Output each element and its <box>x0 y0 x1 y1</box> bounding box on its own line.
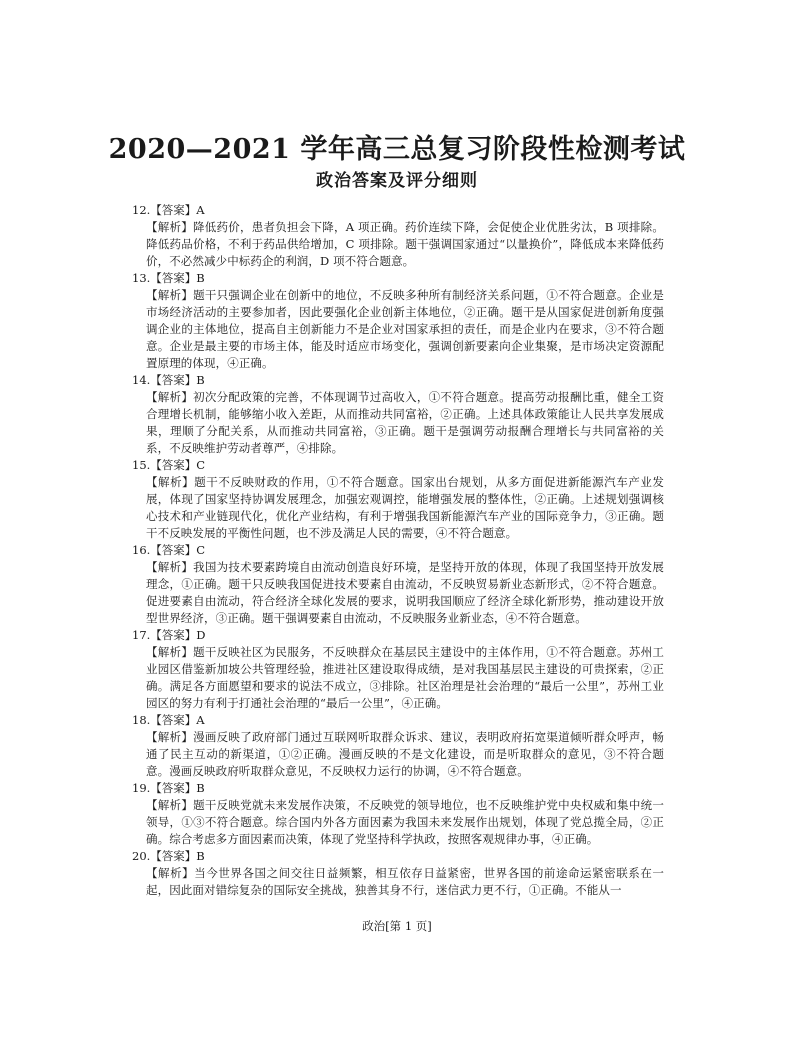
question-block-13 <box>132 270 664 372</box>
answer-line: 17.【答案】D <box>132 628 206 642</box>
page-footer: 政治[第 1 页] <box>362 919 432 933</box>
answer-line: 16.【答案】C <box>132 543 206 557</box>
question-block-17 <box>132 627 664 712</box>
question-block-16 <box>132 542 664 627</box>
question-block-19 <box>132 780 664 848</box>
answer-line: 13.【答案】B <box>132 271 205 285</box>
explanation-text: 【解析】题干反映党就未来发展作决策，不反映党的领导地位，也不反映维护党中央权威和集中统一领导，①③不符合题意。综合国内外各方面因素为我国未来发展作出规划，体现了党总揽全局，②正确。综合考虑多方面因素而决策，体现了党坚持科学执政，按照客观规律办事，④正确。 <box>146 798 664 846</box>
question-block-20 <box>132 848 664 899</box>
answer-line: 14.【答案】B <box>132 373 205 387</box>
question-block-18 <box>132 712 664 780</box>
page-subtitle: 政治答案及评分细则 <box>316 171 478 191</box>
explanation-text: 【解析】降低药价，患者负担会下降，A 项正确。药价连续下降，会促使企业优胜劣汰，B 项排除。降低药品价格，不利于药品供给增加，C 项排除。题干强调国家通过“以量换价”，降低成本来降低药价，不必然减少中标药企的利润，D 项不符合题意。 <box>146 220 664 268</box>
explanation-text: 【解析】初次分配政策的完善，不体现调节过高收入，①不符合题意。提高劳动报酬比重，健全工资合理增长机制，能够缩小收入差距，从而推动共同富裕，②正确。上述具体政策能让人民共享发展成果，理顺了分配关系，从而推动共同富裕，③正确。题干是强调劳动报酬合理增长与共同富裕的关系，不反映维护劳动者尊严，④排除。 <box>146 390 664 455</box>
explanation-text: 【解析】当今世界各国之间交往日益频繁，相互依存日益紧密，世界各国的前途命运紧密联系在一起，因此面对错综复杂的国际安全挑战，独善其身不行，迷信武力更不行，①正确。不能从一 <box>146 866 664 897</box>
answer-line: 19.【答案】B <box>132 781 205 795</box>
explanation-text: 【解析】题干反映社区为民服务，不反映群众在基层民主建设中的主体作用，①不符合题意。苏州工业园区借鉴新加坡公共管理经验，推进社区建设取得成绩，是对我国基层民主建设的可贵探索，②正确。满足各方面愿望和要求的说法不成立，③排除。社区治理是社会治理的“最后一公里”，苏州工业园区的努力有利于打通社会治理的“最后一公里”，④正确。 <box>146 645 664 710</box>
answer-line: 20.【答案】B <box>132 849 205 863</box>
page-title: 2020—2021 学年高三总复习阶段性检测考试 <box>108 134 686 165</box>
question-block-14 <box>132 372 664 457</box>
explanation-text: 【解析】题干不反映财政的作用，①不符合题意。国家出台规划，从多方面促进新能源汽车产业发展，体现了国家坚持协调发展理念，加强宏观调控，能增强发展的整体性，②正确。上述规划强调核心技术和产业链现代化，优化产业结构，有利于增强我国新能源汽车产业的国际竞争力，③正确。题干不反映发展的平衡性问题，也不涉及满足人民的需要，④不符合题意。 <box>146 475 664 540</box>
answer-line: 12.【答案】A <box>132 203 205 217</box>
explanation-text: 【解析】我国为技术要素跨境自由流动创造良好环境，是坚持开放的体现，体现了我国坚持开放发展理念，①正确。题干只反映我国促进技术要素自由流动，不反映贸易新业态新形式，②不符合题意。促进要素自由流动，符合经济全球化发展的要求，说明我国顺应了经济全球化新形势，推动建设开放型世界经济，③正确。题干强调要素自由流动，不反映服务业新业态，④不符合题意。 <box>146 560 664 625</box>
question-block-12 <box>132 202 664 270</box>
explanation-text: 【解析】题干只强调企业在创新中的地位，不反映多种所有制经济关系问题，①不符合题意。企业是市场经济活动的主要参加者，因此要强化企业创新主体地位，②正确。题干是从国家促进创新角度强调企业的主体地位，提高自主创新能力不是企业对国家承担的责任，而是企业内在要求，③不符合题意。企业是最主要的市场主体，能及时适应市场变化，强调创新要素向企业集聚，是市场决定资源配置原理的体现，④正确。 <box>146 288 664 370</box>
answers-list <box>132 202 664 899</box>
explanation-text: 【解析】漫画反映了政府部门通过互联网听取群众诉求、建议，表明政府拓宽渠道倾听群众呼声，畅通了民主互动的新渠道，①②正确。漫画反映的不是文化建设，而是听取群众的意见，③不符合题意。漫画反映政府听取群众意见，不反映权力运行的协调，④不符合题意。 <box>146 730 664 778</box>
answer-line: 15.【答案】C <box>132 458 206 472</box>
answer-line: 18.【答案】A <box>132 713 205 727</box>
question-block-15 <box>132 457 664 542</box>
